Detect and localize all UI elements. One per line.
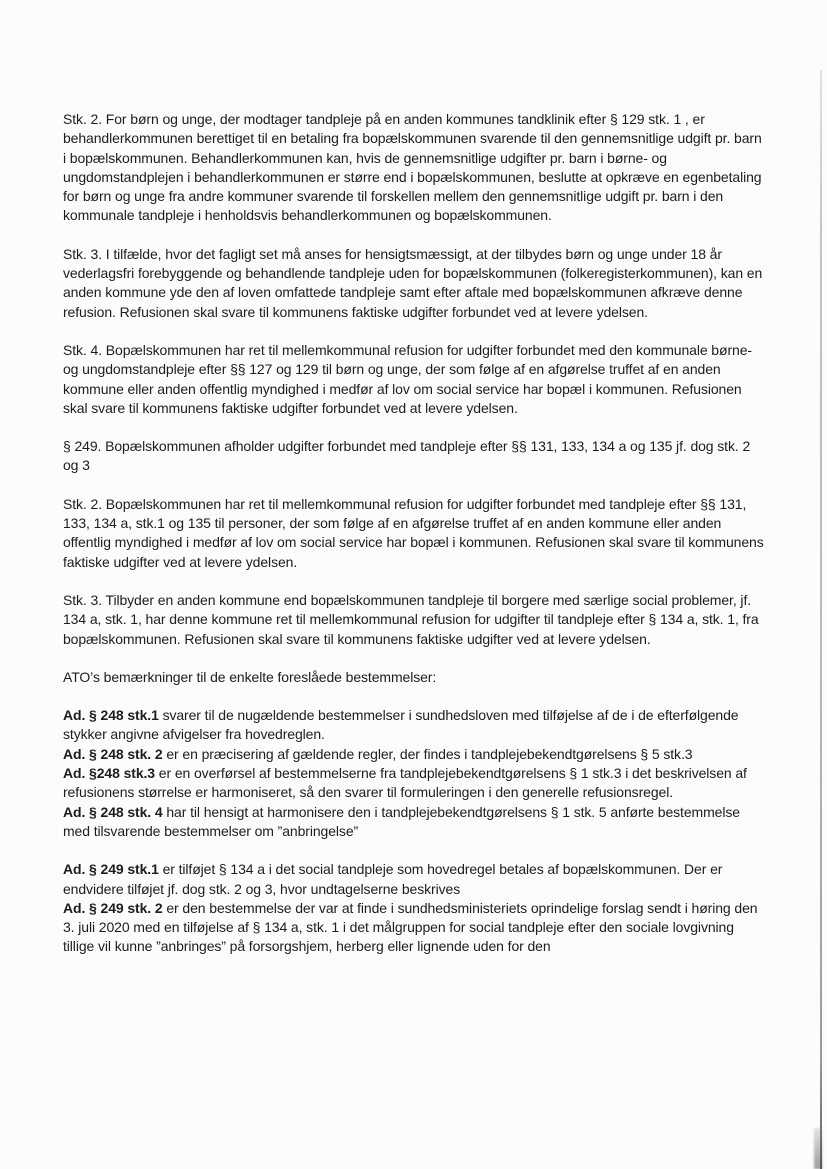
- text-run: Stk. 3. I tilfælde, hvor det fagligt set må anses for hensigtsmæssigt, at der tilbydes børn og unge under 18 år vederlagsfri forebyggende og behandlende tandpleje uden for bopælskommunen (folkeregisterkommunen), kan en anden kommune yde den af loven omfattede tandpleje samt efter aftale med bopælskommunen afkræve denne refusion. Refusionen skal svare til kommunens faktiske udgifter forbundet ved at levere ydelsen.: [63, 245, 763, 320]
- paragraph: [63, 591, 766, 649]
- text-run: ATO’s bemærkninger til de enkelte foreslåede bestemmelser:: [63, 668, 437, 685]
- text-run-bold: Ad. § 248 stk. 4: [63, 803, 163, 820]
- text-run-bold: Ad. §248 stk.3: [63, 765, 155, 782]
- scan-artifact-smudge: [814, 1128, 822, 1169]
- text-run-bold: Ad. § 249 stk. 2: [63, 899, 163, 916]
- text-run: er en præcisering af gældende regler, der findes i tandplejebekendtgørelsens § 5 stk.3: [162, 745, 693, 762]
- paragraph: [63, 341, 766, 418]
- text-run: § 249. Bopælskommunen afholder udgifter forbundet med tandpleje efter §§ 131, 133, 134 a og 135 jf. dog stk. 2 og 3: [63, 438, 751, 474]
- text-run-bold: Ad. § 248 stk. 2: [63, 745, 163, 762]
- text-run: Stk. 4. Bopælskommunen har ret til mellemkommunal refusion for udgifter forbundet med den kommunale børne- og ungdomstandpleje efter §§ 127 og 129 til børn og unge, der som følge af en afgørelse truffet af en anden kommune eller anden offentlig myndighed i medfør af lov om social service har bopæl i kommunen. Refusionen skal svare til kommunens faktiske udgifter forbundet ved at levere ydelsen.: [63, 341, 752, 416]
- document-body: [63, 110, 766, 976]
- scan-artifact-line: [820, 70, 822, 1169]
- text-run: Stk. 2. For børn og unge, der modtager tandpleje på en anden kommunes tandklinik efter § 129 stk. 1 , er behandlerkommunen berettiget til en betaling fra bopælskommunen svarende til den gennemsnitlige udgift pr. barn i bopælskommunen. Behandlerkommunen kan, hvis de gennemsnitlige udgifter pr. barn i børne- og ungdomstandplejen i behandlerkommunen er større end i bopælskommunen, beslutte at opkræve en egenbetaling for børn og unge fra andre kommuner svarende til forskellen mellem den gennemsnitlige udgift pr. barn i den kommunale tandpleje i henholdsvis behandlerkommunen og bopælskommunen.: [63, 111, 762, 224]
- paragraph: [63, 437, 766, 476]
- text-run-bold: Ad. § 249 stk.1: [63, 861, 159, 878]
- text-run: Stk. 3. Tilbyder en anden kommune end bopælskommunen tandpleje til borgere med særlige social problemer, jf. 134 a, stk. 1, har denne kommune ret til mellemkommunal refusion for udgifter til tandpleje efter § 134 a, stk. 1, fra bopælskommunen. Refusionen skal svare til kommunens faktiske udgifter ved at levere ydelsen.: [63, 591, 759, 647]
- text-run-bold: Ad. § 248 stk.1: [63, 707, 159, 724]
- text-run: er den bestemmelse der var at finde i sundhedsministeriets oprindelige forslag sendt i høring den 3. juli 2020 med en tilføjelse af § 134 a, stk. 1 i det målgruppen for social tandpleje efter den sociale lovgivning tillige vil kunne ”anbringes” på forsorgshjem, herberg eller lignende uden for den: [63, 899, 758, 955]
- paragraph: [63, 706, 766, 841]
- paragraph: [63, 495, 766, 572]
- paragraph: [63, 245, 766, 322]
- text-run: er en overførsel af bestemmelserne fra tandplejebekendtgørelsens § 1 stk.3 i det beskrivelsen af refusionens størrelse er harmoniseret, så den svarer til formuleringen i den generelle refusionsregel.: [63, 765, 747, 801]
- text-run: har til hensigt at harmonisere den i tandplejebekendtgørelsens § 1 stk. 5 anførte bestemmelse med tilsvarende bestemmelser om ”anbringelse”: [63, 803, 740, 839]
- text-run: er tilføjet § 134 a i det social tandpleje som hovedregel betales af bopælskommunen. Der er endvidere tilføjet jf. dog stk. 2 og 3, hvor undtagelserne beskrives: [63, 861, 723, 897]
- text-run: Stk. 2. Bopælskommunen har ret til mellemkommunal refusion for udgifter forbundet med tandpleje efter §§ 131, 133, 134 a, stk.1 og 135 til personer, der som følge af en afgørelse truffet af en anden kommune eller anden offentlig myndighed i medfør af lov om social service har bopæl i kommunen. Refusionen skal svare til kommunens faktiske udgifter ved at levere ydelsen.: [63, 495, 764, 570]
- paragraph: [63, 668, 766, 687]
- text-run: svarer til de nugældende bestemmelser i sundhedsloven med tilføjelse af de i de efterfølgende stykker angivne afvigelser fra hovedreglen.: [63, 707, 739, 743]
- paragraph: [63, 860, 766, 956]
- paragraph: [63, 110, 766, 226]
